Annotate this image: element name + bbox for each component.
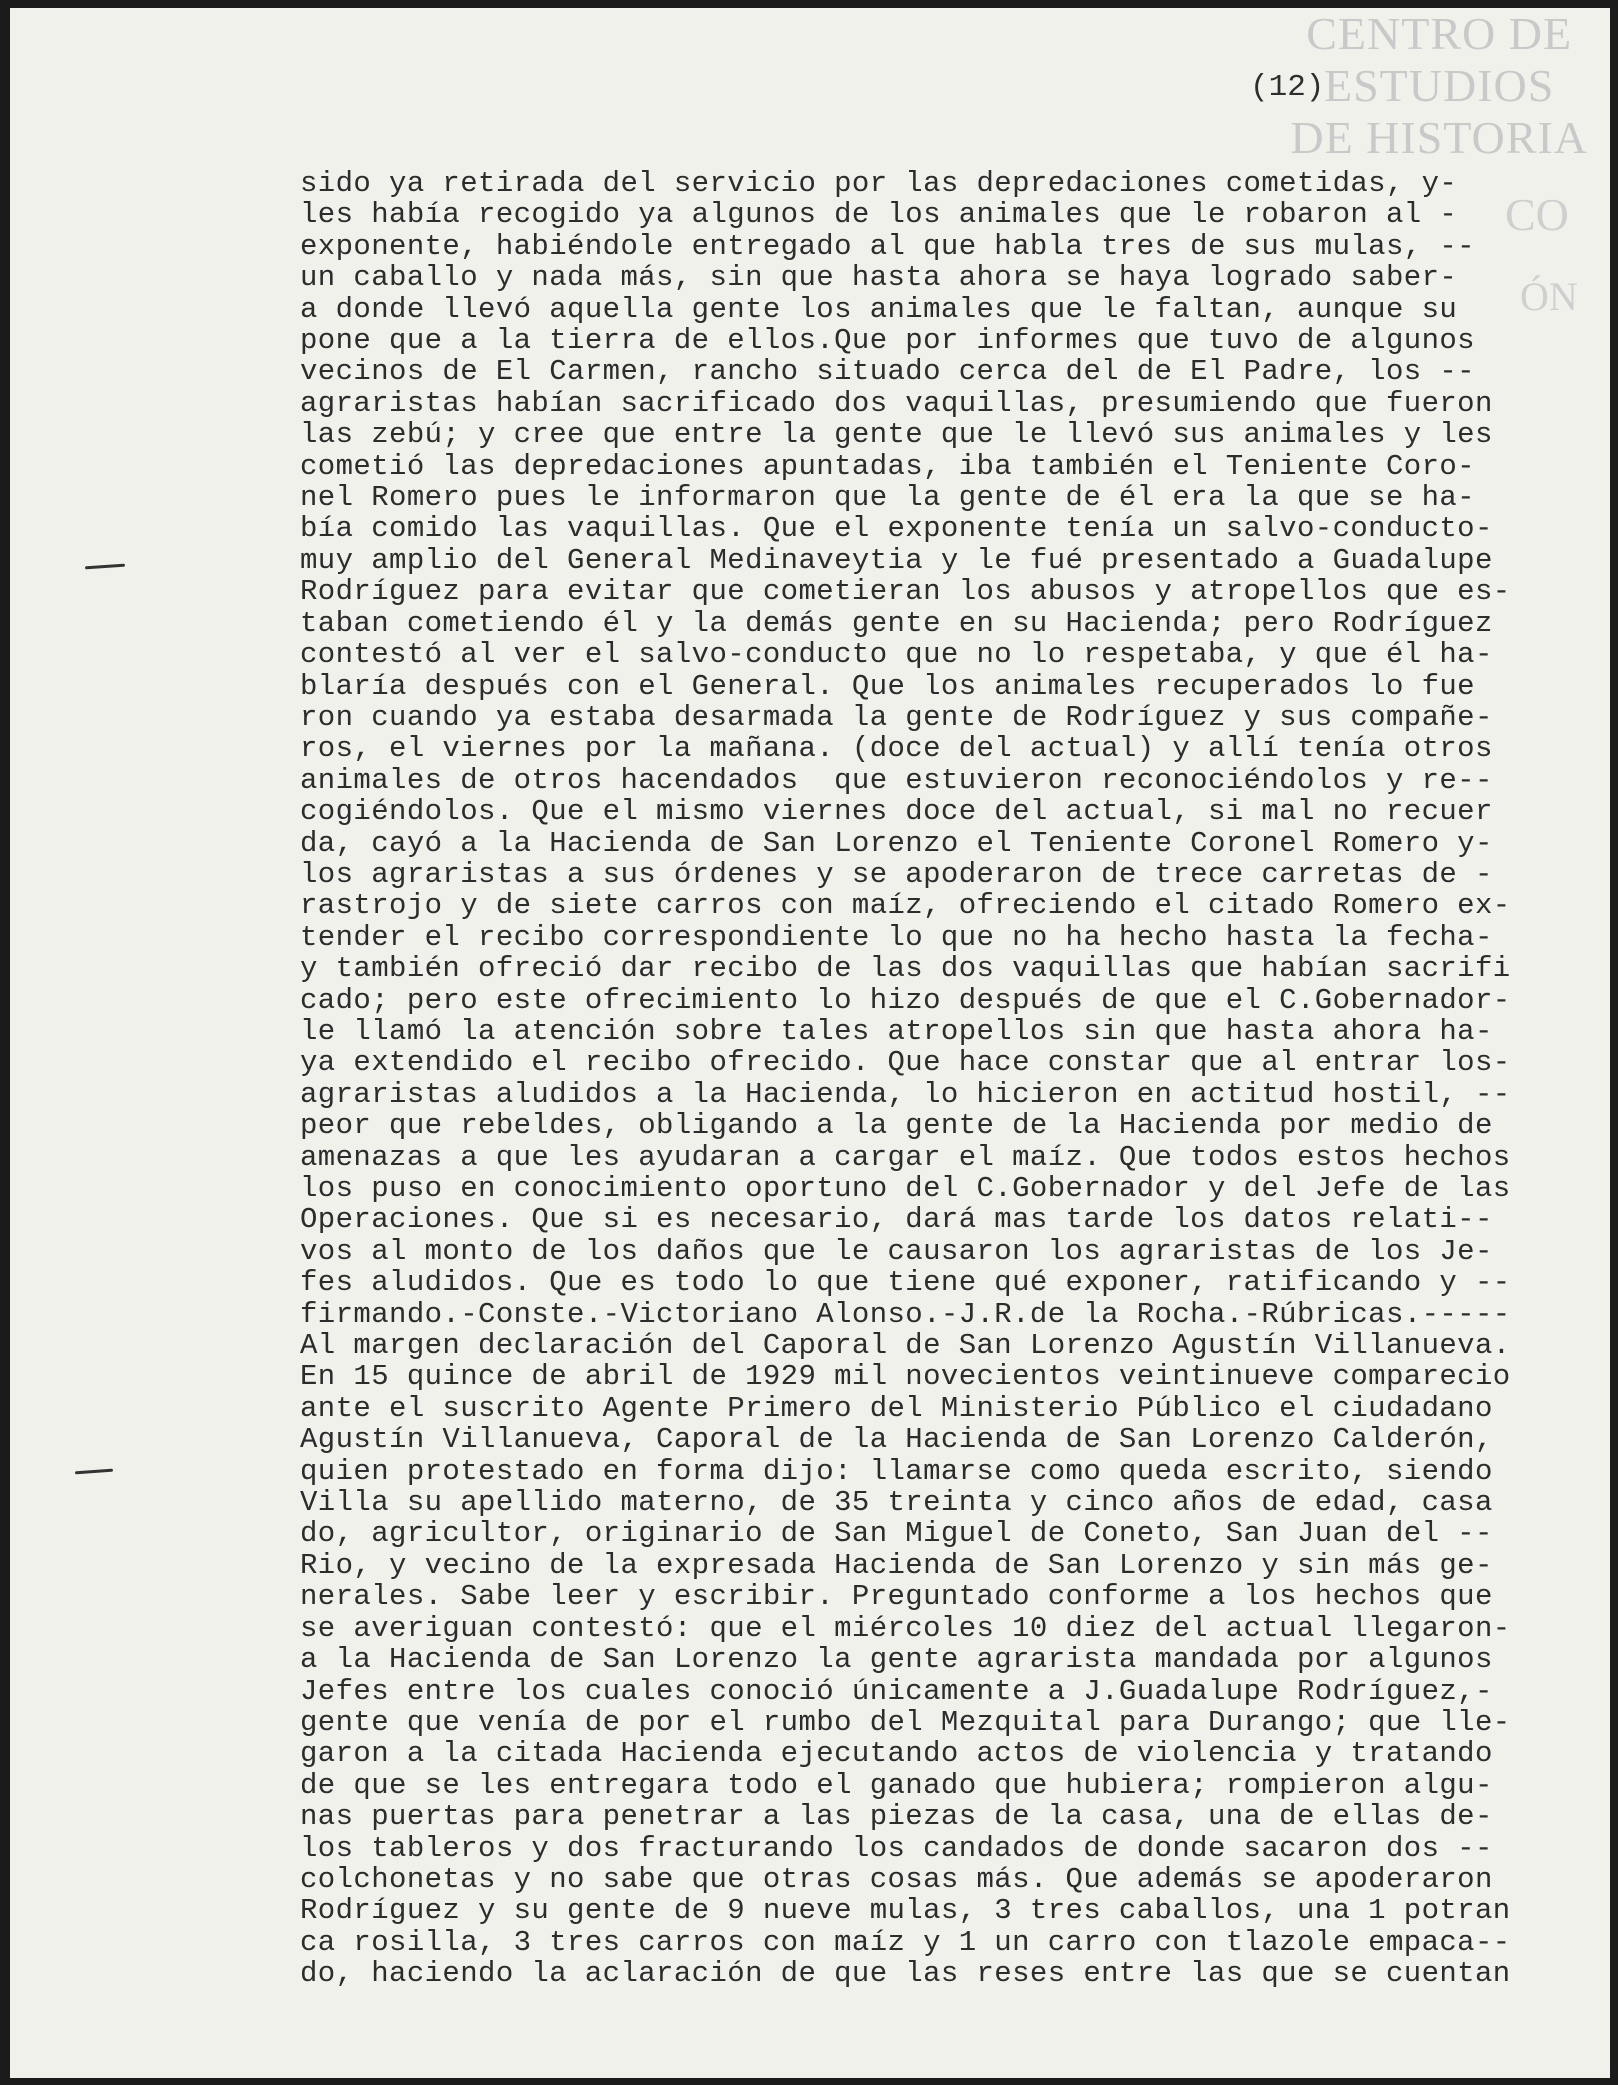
text-line: En 15 quince de abril de 1929 mil novecientos veintinueve comparecio bbox=[300, 1360, 1511, 1394]
text-line: da, cayó a la Hacienda de San Lorenzo el Teniente Coronel Romero y- bbox=[300, 826, 1493, 860]
text-line: se averiguan contestó: que el miércoles 10 diez del actual llegaron- bbox=[300, 1611, 1511, 1645]
text-line: ron cuando ya estaba desarmada la gente de Rodríguez y sus compañe- bbox=[300, 700, 1493, 734]
text-line: contestó al ver el salvo-conducto que no lo respetaba, y que él ha- bbox=[300, 638, 1493, 672]
text-line: Agustín Villanueva, Caporal de la Hacienda de San Lorenzo Calderón, bbox=[300, 1423, 1493, 1457]
text-line: Al margen declaración del Caporal de San Lorenzo Agustín Villanueva. bbox=[300, 1329, 1511, 1363]
text-line: los tableros y dos fracturando los candados de donde sacaron dos -- bbox=[300, 1831, 1493, 1865]
text-line: sido ya retirada del servicio por las depredaciones cometidas, y- bbox=[300, 167, 1458, 200]
text-line: ya extendido el recibo ofrecido. Que hace constar que al entrar los- bbox=[300, 1046, 1511, 1080]
text-line: do, haciendo la aclaración de que las reses entre las que se cuentan bbox=[300, 1957, 1511, 1991]
text-line: y también ofreció dar recibo de las dos vaquillas que habían sacrifi bbox=[300, 952, 1511, 986]
text-line: blaría después con el General. Que los animales recuperados lo fue bbox=[300, 669, 1475, 703]
text-line: garon a la citada Hacienda ejecutando actos de violencia y tratando bbox=[300, 1737, 1493, 1771]
text-line: Rio, y vecino de la expresada Hacienda de San Lorenzo y sin más ge- bbox=[300, 1548, 1493, 1582]
text-line: vecinos de El Carmen, rancho situado cerca del de El Padre, los -- bbox=[300, 355, 1475, 389]
text-line: cado; pero este ofrecimiento lo hizo después de que el C.Gobernador- bbox=[300, 983, 1511, 1017]
text-line: rastrojo y de siete carros con maíz, ofreciendo el citado Romero ex- bbox=[300, 889, 1511, 923]
text-line: firmando.-Conste.-Victoriano Alonso.-J.R.de la Rocha.-Rúbricas.----- bbox=[300, 1297, 1511, 1331]
text-line: nas puertas para penetrar a las piezas de la casa, una de ellas de- bbox=[300, 1800, 1493, 1834]
typed-body-text bbox=[300, 168, 1600, 1990]
text-line: quien protestado en forma dijo: llamarse como queda escrito, siendo bbox=[300, 1454, 1493, 1488]
text-line: do, agricultor, originario de San Miguel de Coneto, San Juan del -- bbox=[300, 1517, 1493, 1551]
text-line: de que se les entregara todo el ganado que hubiera; rompieron algu- bbox=[300, 1768, 1493, 1802]
text-line: fes aludidos. Que es todo lo que tiene qué exponer, ratificando y -- bbox=[300, 1266, 1511, 1300]
document-page bbox=[10, 8, 1610, 2078]
watermark-fragment: CO bbox=[1505, 189, 1569, 240]
text-line: le llamó la atención sobre tales atropellos sin que hasta ahora ha- bbox=[300, 1014, 1493, 1048]
text-line: muy amplio del General Medinaveytia y le fué presentado a Guadalupe bbox=[300, 543, 1493, 577]
page-number: (12) bbox=[1250, 70, 1325, 105]
text-line: ante el suscrito Agente Primero del Ministerio Público el ciudadano bbox=[300, 1391, 1493, 1425]
text-line: gente que venía de por el rumbo del Mezquital para Durango; que lle- bbox=[300, 1705, 1511, 1739]
text-line: las zebú; y cree que entre la gente que le llevó sus animales y les bbox=[300, 418, 1493, 452]
text-line: los agraristas a sus órdenes y se apoderaron de trece carretas de - bbox=[300, 857, 1493, 891]
text-line: pone que a la tierra de ellos.Que por informes que tuvo de algunos bbox=[300, 324, 1475, 358]
text-line: a donde llevó aquella gente los animales que le faltan, aunque su bbox=[300, 292, 1458, 326]
text-line: les había recogido ya algunos de los animales que le robaron al - bbox=[300, 198, 1458, 232]
watermark-line: CENTRO DE bbox=[1306, 8, 1573, 59]
margin-mark bbox=[85, 564, 125, 570]
text-line: vos al monto de los daños que le causaron los agraristas de los Je- bbox=[300, 1234, 1493, 1268]
text-line: amenazas a que les ayudaran a cargar el maíz. Que todos estos hechos bbox=[300, 1140, 1511, 1174]
archive-watermark bbox=[1290, 8, 1588, 164]
text-line: colchonetas y no sabe que otras cosas más. Que además se apoderaron bbox=[300, 1862, 1493, 1896]
text-line: Jefes entre los cuales conoció únicamente a J.Guadalupe Rodríguez,- bbox=[300, 1674, 1493, 1708]
text-line: peor que rebeldes, obligando a la gente de la Hacienda por medio de bbox=[300, 1109, 1493, 1143]
text-line: los puso en conocimiento oportuno del C.Gobernador y del Jefe de las bbox=[300, 1172, 1511, 1205]
text-line: Operaciones. Que si es necesario, dará mas tarde los datos relati-- bbox=[300, 1203, 1493, 1237]
text-line: exponente, habiéndole entregado al que habla tres de sus mulas, -- bbox=[300, 229, 1475, 263]
text-line: un caballo y nada más, sin que hasta ahora se haya logrado saber- bbox=[300, 261, 1458, 295]
text-line: a la Hacienda de San Lorenzo la gente agrarista mandada por algunos bbox=[300, 1643, 1493, 1677]
text-line: ca rosilla, 3 tres carros con maíz y 1 un carro con tlazole empaca-- bbox=[300, 1925, 1511, 1959]
text-line: cogiéndolos. Que el mismo viernes doce del actual, si mal no recuer bbox=[300, 795, 1493, 829]
text-line: nel Romero pues le informaron que la gente de él era la que se ha- bbox=[300, 481, 1475, 515]
text-line: tender el recibo correspondiente lo que no ha hecho hasta la fecha- bbox=[300, 920, 1493, 954]
text-line: Rodríguez para evitar que cometieran los abusos y atropellos que es- bbox=[300, 575, 1511, 609]
text-line: agraristas aludidos a la Hacienda, lo hicieron en actitud hostil, -- bbox=[300, 1077, 1511, 1111]
text-line: nerales. Sabe leer y escribir. Preguntado conforme a los hechos que bbox=[300, 1580, 1493, 1614]
watermark-fragment: ÓN bbox=[1520, 274, 1578, 319]
watermark-line: DE HISTORIA bbox=[1290, 112, 1588, 163]
text-line: bía comido las vaquillas. Que el exponente tenía un salvo-conducto- bbox=[300, 512, 1493, 546]
watermark-line: ESTUDIOS bbox=[1324, 60, 1555, 111]
text-line: cometió las depredaciones apuntadas, iba también el Teniente Coro- bbox=[300, 449, 1475, 483]
text-line: Villa su apellido materno, de 35 treinta y cinco años de edad, casa bbox=[300, 1486, 1493, 1520]
text-line: agraristas habían sacrificado dos vaquillas, presumiendo que fueron bbox=[300, 386, 1493, 420]
text-line: animales de otros hacendados que estuvieron reconociéndolos y re-- bbox=[300, 763, 1493, 797]
margin-mark bbox=[75, 1469, 113, 1475]
text-line: taban cometiendo él y la demás gente en su Hacienda; pero Rodríguez bbox=[300, 606, 1493, 640]
text-line: ros, el viernes por la mañana. (doce del actual) y allí tenía otros bbox=[300, 732, 1493, 766]
text-line: Rodríguez y su gente de 9 nueve mulas, 3 tres caballos, una 1 potran bbox=[300, 1894, 1511, 1928]
